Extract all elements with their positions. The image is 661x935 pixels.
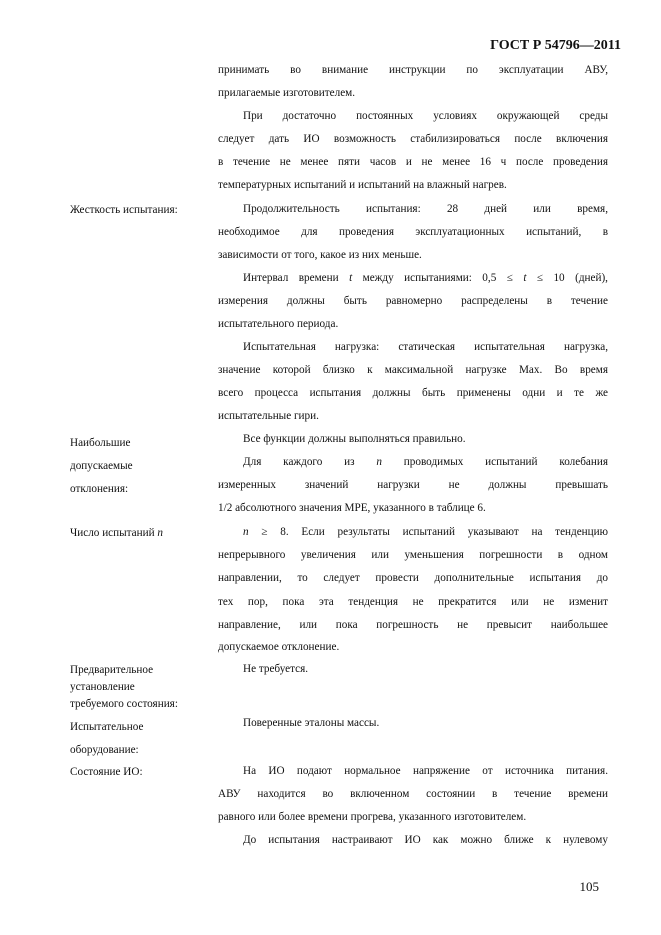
text-line: равного или более времени прогрева, указанного изготовителем. [218, 811, 527, 823]
text-line: допускаемое отклонение. [218, 641, 340, 653]
text-line: Поверенные эталоны массы. [243, 717, 380, 729]
text-line [218, 451, 608, 474]
label-severity: Жесткость испытания: [70, 204, 178, 216]
text-run: Для каждого из [243, 456, 377, 468]
text-line: следует дать ИО возможность стабилизироваться после включения [218, 133, 608, 146]
page-number: 105 [579, 879, 599, 894]
text-line: направлении, то следует провести дополнительные испытания до [218, 572, 608, 585]
label-line: Наибольшие [70, 437, 131, 449]
variable-t: t [349, 272, 353, 284]
text-run: Интервал времени [243, 272, 350, 284]
paragraph-environment-end [218, 174, 608, 197]
text-line: испытательного периода. [218, 318, 339, 330]
text-line: Не требуется. [243, 663, 309, 675]
text-line: Все функции должны выполняться правильно. [243, 433, 466, 445]
text-line: До испытания настраивают ИО как можно ближе к нулевому [243, 834, 608, 846]
text-line: прилагаемые изготовителем. [218, 87, 356, 99]
label-max-deviation [70, 432, 220, 502]
label-num-tests [70, 525, 220, 542]
paragraph-precondition [218, 658, 608, 681]
paragraph-duration-end [218, 244, 608, 267]
paragraph-continuation [218, 59, 608, 82]
label-line: оборудование: [70, 744, 139, 757]
text-line: Испытательная нагрузка: статическая испытательная нагрузка, [243, 341, 608, 353]
variable-t: t [523, 272, 527, 284]
text-line: На ИО подают нормальное напряжение от источника питания. [243, 765, 608, 777]
label-line: требуемого состояния: [70, 698, 178, 710]
variable-n: n [243, 526, 249, 538]
text-run: ≥ 8. Если результаты испытаний указывают на тенденцию [248, 526, 608, 538]
paragraph-fluctuation [218, 451, 608, 497]
paragraph-environment [218, 105, 608, 175]
paragraph-continuation-end [218, 82, 608, 105]
text-line: температурных испытаний и испытаний на влажный нагрев. [218, 179, 507, 191]
paragraph-load-end [218, 405, 608, 428]
paragraph-load [218, 336, 608, 406]
text-line: в течение не менее пяти часов и не менее 16 ч после проведения [218, 156, 608, 169]
text-line: измеренных значений нагрузки не должны превышать [218, 479, 608, 492]
text-line: зависимости от того, какое из них меньше. [218, 249, 422, 261]
document-code: ГОСТ Р 54796—2011 [490, 38, 621, 53]
text-line: Продолжительность испытания: 28 дней или время, [243, 203, 608, 215]
paragraph-power [218, 760, 608, 806]
text-line: 1/2 абсолютного значения МРЕ, указанного в таблице 6. [218, 502, 486, 514]
paragraph-zero-setting [218, 829, 608, 852]
text-line: необходимое для проведения эксплуатационных испытаний, в [218, 226, 608, 239]
text-line: АВУ находится во включенном состоянии в течение времени [218, 788, 608, 801]
label-line: Предварительное [70, 664, 154, 676]
paragraph-interval-end [218, 313, 608, 336]
text-run: ≤ 10 (дней), [526, 272, 608, 284]
paragraph-interval [218, 267, 608, 313]
text-line: измерения должны быть равномерно распределены в течение [218, 295, 608, 308]
text-run: между испытаниями: 0,5 ≤ [352, 272, 524, 284]
text-line: тех пор, пока эта тенденция не прекратится или не изменит [218, 595, 608, 608]
text-line: всего процесса испытания должны быть применены одни и те же [218, 387, 608, 400]
paragraph-num-tests-end [218, 636, 608, 659]
text-line: испытательные гири. [218, 410, 319, 422]
text-line: направление, или пока погрешность не превысит наибольшее [218, 618, 608, 631]
text-line [218, 521, 608, 544]
variable-n: n [157, 527, 163, 539]
variable-n: n [376, 456, 382, 468]
label-line: отклонения: [70, 483, 129, 496]
text-line: непрерывного увеличения или уменьшения погрешности в одном [218, 549, 608, 562]
label-line: допускаемые [70, 460, 133, 473]
paragraph-fluctuation-end [218, 497, 608, 520]
label-line: установление [70, 681, 135, 693]
text-line [218, 267, 608, 290]
paragraph-equipment [218, 712, 608, 735]
paragraph-power-end [218, 806, 608, 829]
label-precondition [70, 662, 220, 713]
label-text: Число испытаний [70, 527, 158, 539]
paragraph-duration [218, 198, 608, 244]
label-state: Состояние ИО: [70, 766, 143, 778]
paragraph-functions [218, 428, 608, 451]
paragraph-num-tests [218, 521, 608, 637]
text-line: При достаточно постоянных условиях окружающей среды [243, 110, 608, 122]
label-line: Испытательное [70, 721, 144, 733]
text-run: проводимых испытаний колебания [381, 456, 608, 468]
text-line: принимать во внимание инструкции по эксплуатации АВУ, [218, 64, 608, 76]
text-line: значение которой близко к максимальной нагрузке Max. Во время [218, 364, 608, 377]
label-equipment [70, 716, 220, 762]
